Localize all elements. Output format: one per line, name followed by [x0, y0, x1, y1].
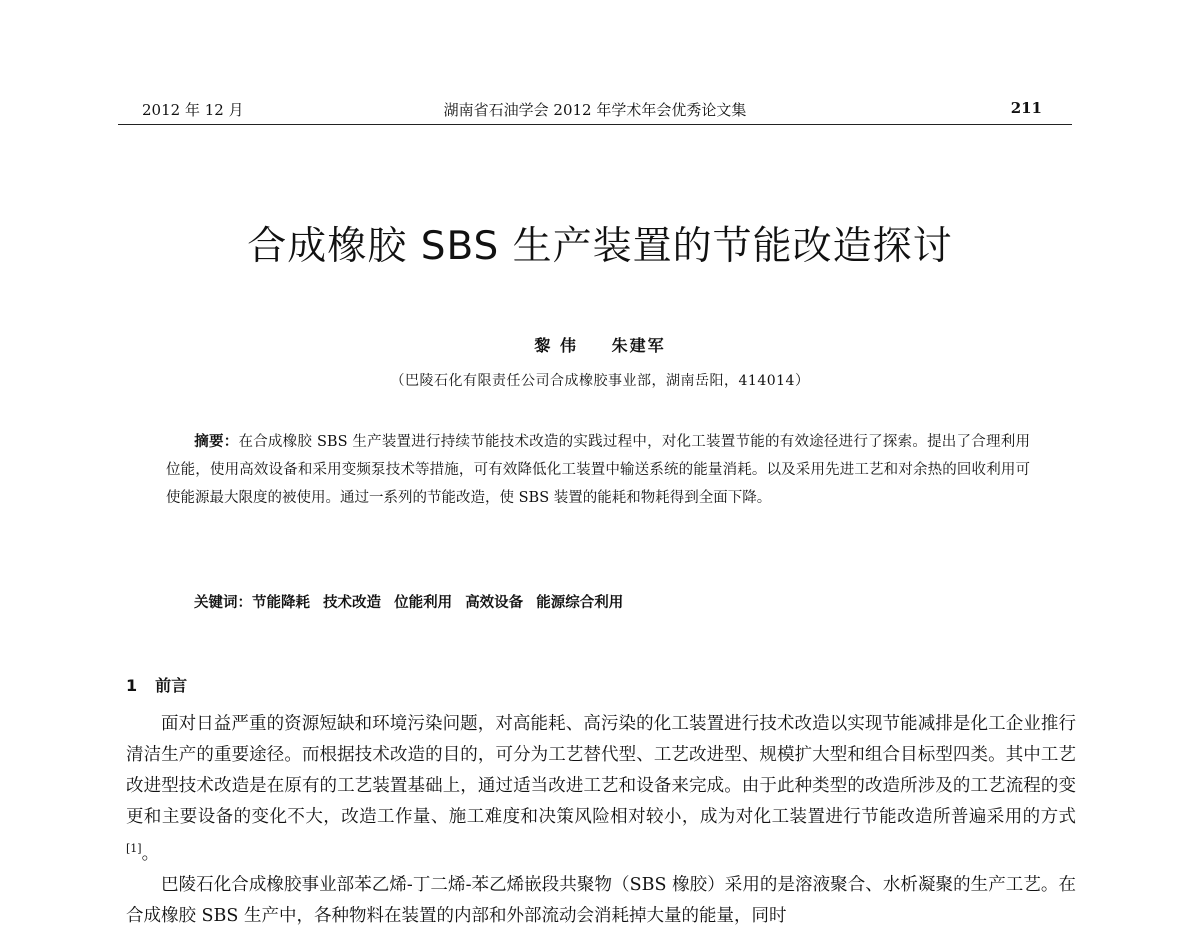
author-name: 朱建军 — [611, 336, 666, 355]
abstract-text: 在合成橡胶 SBS 生产装置进行持续节能技术改造的实践过程中，对化工装置节能的有效途径进行了探索。提出了合理利用位能，使用高效设备和采用变频泵技术等措施，可有效降低化工装置中输送系统的能量消耗。以及采用先进工艺和对余热的回收利用可使能源最大限度的被使用。通过一系列的节能改造，使 SBS 装置的能耗和物耗得到全面下降。 — [166, 434, 1030, 506]
keyword: 能源综合利用 — [536, 594, 624, 611]
abstract-label: 摘要： — [194, 433, 239, 450]
keywords — [194, 591, 623, 615]
body-paragraph — [126, 709, 1076, 870]
section-heading — [126, 673, 187, 696]
keyword: 技术改造 — [323, 594, 382, 611]
author-name: 黎 伟 — [534, 336, 578, 355]
citation-reference: [1] — [126, 842, 142, 855]
keyword: 位能利用 — [394, 594, 453, 611]
paragraph-end-punct: 。 — [141, 843, 160, 864]
section-number: 1 — [126, 676, 138, 695]
paragraph-text: 巴陵石化合成橡胶事业部苯乙烯-丁二烯-苯乙烯嵌段共聚物（SBS 橡胶）采用的是溶液聚合、水析凝聚的生产工艺。在合成橡胶 SBS 生产中，各种物料在装置的内部和外部流动会消耗掉大量的能量，同时 — [126, 874, 1076, 926]
author-affiliation: （巴陵石化有限责任公司合成橡胶事业部，湖南岳阳，414014） — [390, 373, 810, 389]
header-journal-title: 湖南省石油学会 2012 年学术年会优秀论文集 — [443, 101, 747, 119]
header-page-number: 211 — [1010, 99, 1042, 117]
author-list — [0, 333, 1200, 356]
body-paragraph — [126, 870, 1076, 932]
paper-title: 合成橡胶 SBS 生产装置的节能改造探讨 — [247, 224, 953, 269]
running-header — [118, 98, 1072, 125]
header-date: 2012 年 12 月 — [142, 101, 244, 119]
abstract — [166, 428, 1030, 512]
section-title: 前言 — [155, 676, 188, 695]
keyword: 高效设备 — [465, 594, 524, 611]
paragraph-text: 面对日益严重的资源短缺和环境污染问题，对高能耗、高污染的化工装置进行技术改造以实现节能减排是化工企业推行清洁生产的重要途径。而根据技术改造的目的，可分为工艺替代型、工艺改进型、规模扩大型和组合目标型四类。其中工艺改进型技术改造是在原有的工艺装置基础上，通过适当改进工艺和设备来完成。由于此种类型的改造所涉及的工艺流程的变更和主要设备的变化不大，改造工作量、施工难度和决策风险相对较小，成为对化工装置进行节能改造所普遍采用的方式 — [126, 714, 1076, 827]
keyword: 节能降耗 — [252, 594, 310, 611]
keywords-label: 关键词： — [194, 594, 252, 611]
body-text — [126, 709, 1076, 932]
